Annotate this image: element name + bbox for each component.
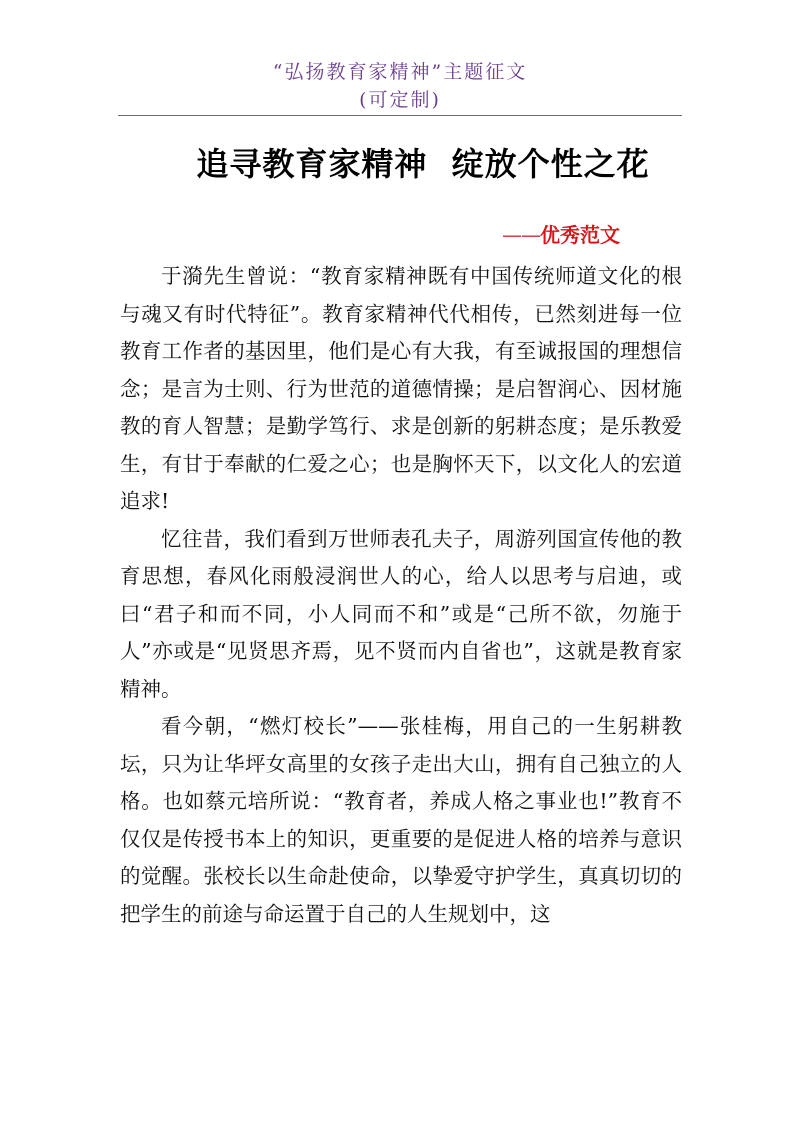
page-header [0,58,800,114]
header-divider [118,115,682,116]
paragraph-1: 于漪先生曾说：“教育家精神既有中国传统师道文化的根与魂又有时代特征”。教育家精神代代相传，已然刻进每一位教育工作者的基因里，他们是心有大我，有至诚报国的理想信念；是言为士则、行为世范的道德情操；是启智润心、因材施教的育人智慧；是勤学笃行、求是创新的躬耕态度；是乐教爱生，有甘于奉献的仁爱之心；也是胸怀天下，以文化人的宏道追求! [120,264,682,513]
header-campaign-title: “弘扬教育家精神”主题征文 [272,61,528,83]
header-customizable-note: (可定制) [359,89,441,111]
paragraph-3: 看今朝，“燃灯校长”——张桂梅，用自己的一生躬耕教坛，只为让华坪女高里的女孩子走出大山，拥有自己独立的人格。也如蔡元培所说：“教育者，养成人格之事业也!”教育不仅仅是传授书本上的知识，更重要的是促进人格的培养与意识的觉醒。张校长以生命赴使命，以挚爱守护学生，真真切切的把学生的前途与命运置于自己的人生规划中，这 [120,714,682,926]
essay-title: 追寻教育家精神 绽放个性之花 [196,145,650,183]
subtitle-label: 优秀范文 [540,223,620,247]
essay-subtitle [502,220,620,250]
subtitle-dash: —— [502,223,540,247]
paragraph-2: 忆往昔，我们看到万世师表孔夫子，周游列国宣传他的教育思想，春风化雨般浸润世人的心，给人以思考与启迪，或曰“君子和而不同，小人同而不和”或是“己所不欲，勿施于人”亦或是“见贤思齐焉，见不贤而内自省也”，这就是教育家精神。 [120,526,682,701]
essay-body [120,258,682,933]
